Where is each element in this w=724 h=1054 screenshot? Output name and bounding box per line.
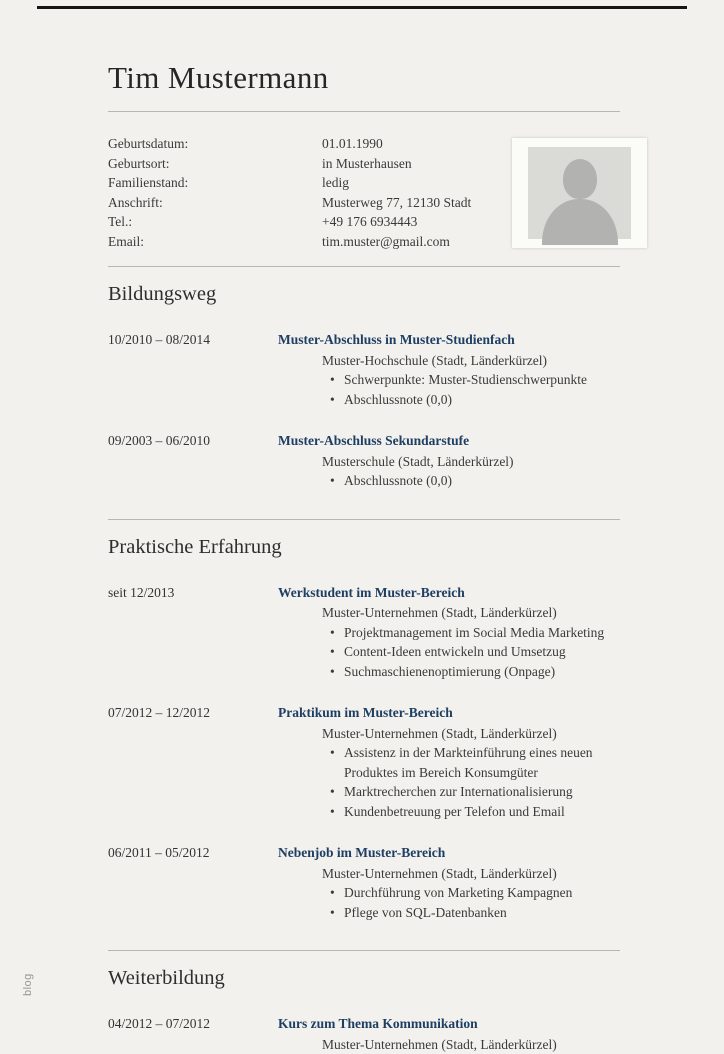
entry-body <box>278 1014 620 1054</box>
entry-date: 10/2010 – 08/2014 <box>108 330 278 409</box>
personal-value: tim.muster@gmail.com <box>322 232 620 252</box>
bullet-list <box>330 471 620 491</box>
entry-body <box>278 843 620 922</box>
entry-body <box>278 431 620 491</box>
watermark: blog <box>22 973 34 996</box>
entry-date: 04/2012 – 07/2012 <box>108 1014 278 1054</box>
entry-subtitle: Muster-Hochschule (Stadt, Länderkürzel) <box>322 351 620 371</box>
person-silhouette-icon <box>528 147 631 239</box>
personal-label: Anschrift: <box>108 193 322 213</box>
entry-subtitle: Muster-Unternehmen (Stadt, Länderkürzel) <box>322 864 620 884</box>
entry-subtitle: Muster-Unternehmen (Stadt, Länderkürzel) <box>322 1035 620 1054</box>
section-title-bildungsweg: Bildungsweg <box>108 281 620 308</box>
personal-label: Geburtsdatum: <box>108 134 322 154</box>
entry-date: 09/2003 – 06/2010 <box>108 431 278 491</box>
entry-subtitle: Muster-Unternehmen (Stadt, Länderkürzel) <box>322 724 620 744</box>
bullet-item: • Abschlussnote (0,0) <box>330 390 620 410</box>
section-divider <box>108 266 620 267</box>
entry-body <box>278 703 620 821</box>
title-divider <box>108 111 620 112</box>
entry-date: 06/2011 – 05/2012 <box>108 843 278 922</box>
bullet-item: • Durchführung von Marketing Kampagnen <box>330 883 620 903</box>
section-divider <box>108 950 620 951</box>
personal-label: Familienstand: <box>108 173 322 193</box>
entry-title: Werkstudent im Muster-Bereich <box>278 583 620 603</box>
bullet-list <box>330 883 620 922</box>
bullet-item: • Suchmaschienenoptimierung (Onpage) <box>330 662 620 682</box>
entry-subtitle: Musterschule (Stadt, Länderkürzel) <box>322 452 620 472</box>
entry <box>108 431 620 491</box>
entry-date: seit 12/2013 <box>108 583 278 682</box>
personal-label: Tel.: <box>108 212 322 232</box>
bullet-item: • Kundenbetreuung per Telefon und Email <box>330 802 620 822</box>
bullet-item: • Marktrecherchen zur Internationalisierung <box>330 782 620 802</box>
entry <box>108 1014 620 1054</box>
entry-title: Praktikum im Muster-Bereich <box>278 703 620 723</box>
entry <box>108 703 620 821</box>
entry-title: Muster-Abschluss Sekundarstufe <box>278 431 620 451</box>
profile-photo <box>512 138 647 248</box>
bullet-list <box>330 370 620 409</box>
personal-value: in Musterhausen <box>322 154 620 174</box>
entry-body <box>278 583 620 682</box>
bullet-item: • Content-Ideen entwickeln und Umsetzug <box>330 642 620 662</box>
entry-title: Kurs zum Thema Kommunikation <box>278 1014 620 1034</box>
entry-title: Nebenjob im Muster-Bereich <box>278 843 620 863</box>
entry-date: 07/2012 – 12/2012 <box>108 703 278 821</box>
entry <box>108 583 620 682</box>
bullet-list <box>330 623 620 682</box>
entry-title: Muster-Abschluss in Muster-Studienfach <box>278 330 620 350</box>
bullet-item: • Schwerpunkte: Muster-Studienschwerpunkte <box>330 370 620 390</box>
personal-label: Geburtsort: <box>108 154 322 174</box>
bullet-item: • Assistenz in der Markteinführung eines neuen Produktes im Bereich Konsumgüter <box>330 743 620 782</box>
personal-label: Email: <box>108 232 322 252</box>
personal-value: ledig <box>322 173 620 193</box>
section-divider <box>108 519 620 520</box>
entry <box>108 330 620 409</box>
bullet-item: • Abschlussnote (0,0) <box>330 471 620 491</box>
bullet-item: • Pflege von SQL-Datenbanken <box>330 903 620 923</box>
entry-body <box>278 330 620 409</box>
section-title-praktische-erfahrung: Praktische Erfahrung <box>108 534 620 561</box>
personal-value: 01.01.1990 <box>322 134 620 154</box>
personal-value: Musterweg 77, 12130 Stadt <box>322 193 620 213</box>
bullet-list <box>330 743 620 821</box>
bullet-item: • Projektmanagement im Social Media Marketing <box>330 623 620 643</box>
section-title-weiterbildung: Weiterbildung <box>108 965 620 992</box>
entry <box>108 843 620 922</box>
entry-subtitle: Muster-Unternehmen (Stadt, Länderkürzel) <box>322 603 620 623</box>
personal-value: +49 176 6934443 <box>322 212 620 232</box>
page-title: Tim Mustermann <box>108 60 620 96</box>
